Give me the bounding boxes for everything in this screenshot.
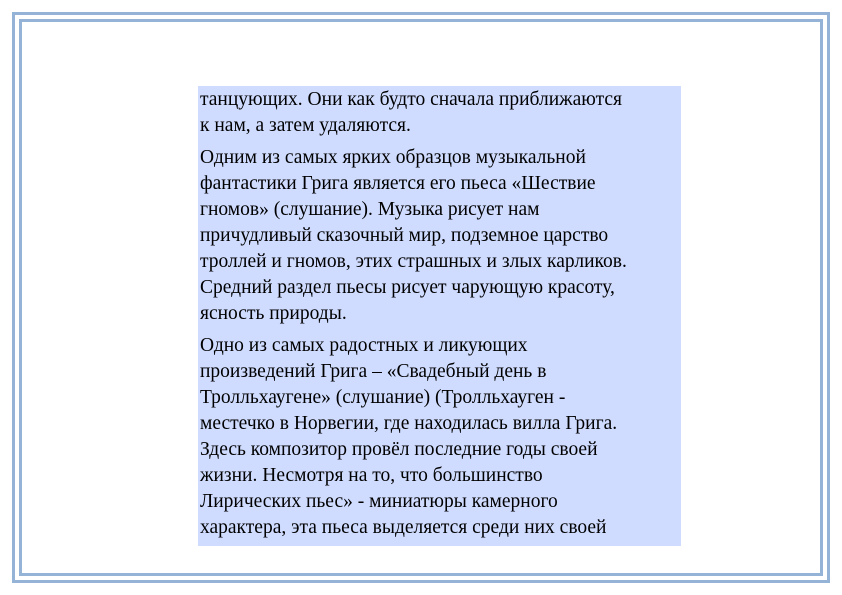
text-line: Тролльхаугене» (слушание) (Тролльхауген - <box>200 387 566 408</box>
text-line: Здесь композитор провёл последние годы своей <box>200 439 598 460</box>
text-line: троллей и гномов, этих страшных и злых карликов. <box>200 251 627 272</box>
text-line: жизни. Несмотря на то, что большинство <box>200 465 543 486</box>
text-box <box>198 86 681 546</box>
text-line: причудливый сказочный мир, подземное царство <box>200 225 609 246</box>
text-line: произведений Грига – «Свадебный день в <box>200 361 547 382</box>
text-line: Одним из самых ярких образцов музыкальной <box>200 147 586 168</box>
paragraph-1 <box>200 87 681 139</box>
text-line: характера, эта пьеса выделяется среди них своей <box>200 517 607 538</box>
text-line: фантастики Грига является его пьеса «Шествие <box>200 173 596 194</box>
text-line: местечко в Норвегии, где находилась вилла Грига. <box>200 413 618 434</box>
paragraph-3 <box>200 333 681 541</box>
text-line: ясность природы. <box>200 303 347 324</box>
text-line: танцующих. Они как будто сначала приближаются <box>200 89 622 110</box>
text-line: гномов» (слушание). Музыка рисует нам <box>200 199 540 220</box>
paragraph-2 <box>200 145 681 327</box>
text-line: к нам, а затем удаляются. <box>200 115 411 136</box>
text-line: Одно из самых радостных и ликующих <box>200 335 528 356</box>
text-line: Лирических пьес» - миниатюры камерного <box>200 491 558 512</box>
text-line: Средний раздел пьесы рисует чарующую красоту, <box>200 277 615 298</box>
